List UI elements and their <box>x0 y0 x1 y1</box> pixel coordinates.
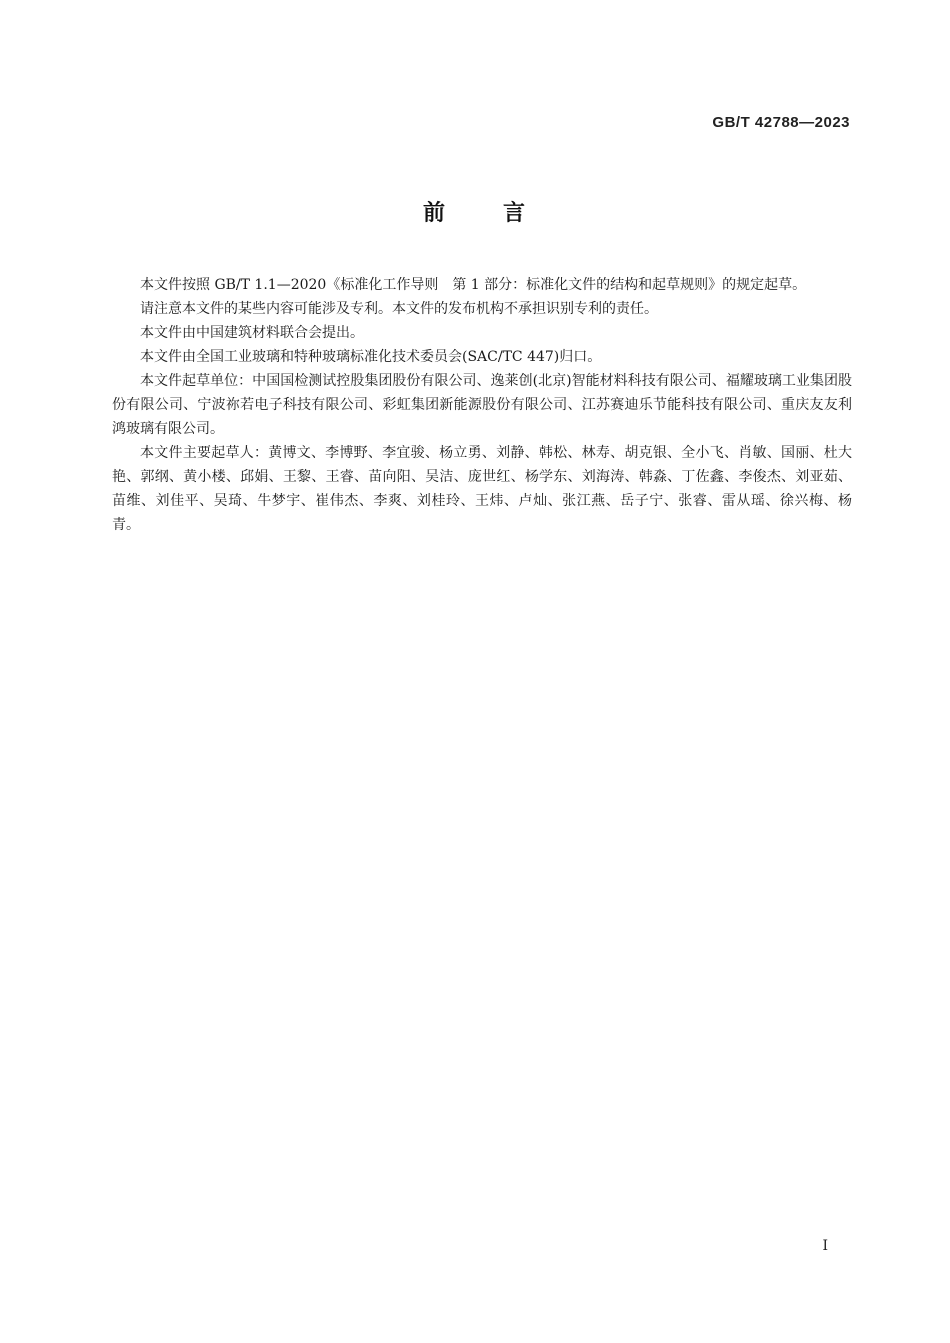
paragraph-proposed-by: 本文件由中国建筑材料联合会提出。 <box>140 325 364 341</box>
standard-code: GB/T 42788—2023 <box>712 114 850 131</box>
paragraph-drafters: 本文件主要起草人：黄博文、李博野、李宜骏、杨立勇、刘静、韩松、林寿、胡克银、全小飞、肖敏、国丽、杜大艳、郭纲、黄小楼、邱娟、王黎、王睿、苗向阳、吴洁、庞世红、杨学东、刘海涛、韩淼、丁佐鑫、李俊杰、刘亚茹、苗维、刘佳平、吴琦、牛梦宇、崔伟杰、李爽、刘桂玲、王炜、卢灿、张江燕、岳子宁、张睿、雷从瑶、徐兴梅、杨青。 <box>112 445 852 533</box>
page-number: I <box>822 1238 828 1254</box>
paragraph-patent-notice: 请注意本文件的某些内容可能涉及专利。本文件的发布机构不承担识别专利的责任。 <box>140 301 658 317</box>
paragraph-drafting-rules: 本文件按照 GB/T 1.1—2020《标准化工作导则 第 1 部分：标准化文件的结构和起草规则》的规定起草。 <box>140 277 807 293</box>
foreword-body <box>112 273 852 537</box>
paragraph-drafting-organizations: 本文件起草单位：中国国检测试控股集团股份有限公司、逸莱创(北京)智能材料科技有限公司、福耀玻璃工业集团股份有限公司、宁波祢若电子科技有限公司、彩虹集团新能源股份有限公司、江苏赛迪乐节能科技有限公司、重庆友友利鸿玻璃有限公司。 <box>112 373 852 437</box>
title-char-2: 言 <box>503 201 528 226</box>
paragraph-centralized-by: 本文件由全国工业玻璃和特种玻璃标准化技术委员会(SAC/TC 447)归口。 <box>140 349 602 365</box>
page-title <box>0 196 950 227</box>
title-char-1: 前 <box>422 201 447 226</box>
